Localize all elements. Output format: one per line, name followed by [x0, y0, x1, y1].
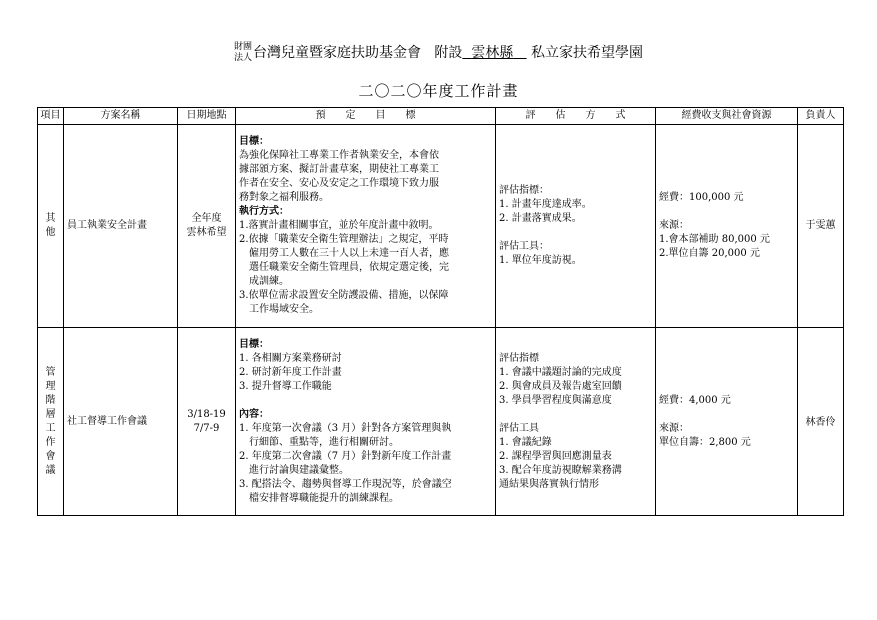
- col-header-evaluation: 評 估 方 式: [496, 108, 656, 125]
- county-name: 雲林縣: [471, 45, 514, 61]
- organization-header: [0, 42, 877, 64]
- project-cell: 社工督導工作會議: [64, 328, 178, 516]
- budget-cell: 經費：4,000 元 來源： 單位自籌：2,800 元: [656, 328, 798, 516]
- owner-cell: 林香伶: [798, 328, 844, 516]
- evaluation-cell: 評估指標： 1. 計畫年度達成率。 2. 計畫落實成果。 評估工具： 1. 單位年度訪視。: [496, 125, 656, 328]
- budget-cell: 經費：100,000 元 來源： 1.會本部補助 80,000 元 2.單位自籌 20,000 元: [656, 125, 798, 328]
- goals-cell: 目標： 1. 各相關方案業務研討 2. 研討新年度工作計畫 3. 提升督導工作職能 內容： 1. 年度第一次會議（3 月）針對各方案管理與執 行細節、重點等，進行相關研討。 2. 年度第二次會議（7 月）針對新年度工作計畫 進行討論與建議彙整。 3. 配搭法令、趨勢與督導工作現況等，於會議空 檔安排督導職能提升的訓練課程。: [236, 328, 496, 516]
- project-cell: 員工執業安全計畫: [64, 125, 178, 328]
- table-row: [38, 328, 844, 516]
- item-cell: 管理階層工作會議: [38, 328, 64, 516]
- item-cell: 其他: [38, 125, 64, 328]
- col-header-item: 項目: [38, 108, 64, 125]
- col-header-goals: 預 定 目 標: [236, 108, 496, 125]
- document-title: 二〇二〇年度工作計畫: [358, 82, 519, 100]
- affiliated-label: 附設: [434, 45, 463, 61]
- date-place-cell: 全年度 雲林希望: [178, 125, 236, 328]
- col-header-owner: 負責人: [798, 108, 844, 125]
- org-name: 台灣兒童暨家庭扶助基金會: [252, 45, 421, 61]
- school-name: 私立家扶希望學園: [531, 45, 644, 61]
- col-header-project: 方案名稱: [64, 108, 178, 125]
- date-place-cell: 3/18-19 7/7-9: [178, 328, 236, 516]
- header-row: [38, 108, 844, 125]
- owner-cell: 于雯蕙: [798, 125, 844, 328]
- col-header-budget: 經費收支與社會資源: [656, 108, 798, 125]
- work-plan-table: [37, 107, 844, 516]
- table-row: [38, 125, 844, 328]
- col-header-date-place: 日期地點: [178, 108, 236, 125]
- evaluation-cell: 評估指標 1. 會議中議題討論的完成度 2. 與會成員及報告處室回饋 3. 學員學習程度與滿意度 評估工具 1. 會議紀錄 2. 課程學習與回應測量表 3. 配合年度訪視瞭解業務溝 通結果與落實執行情形: [496, 328, 656, 516]
- org-prefix: 財團 法人: [233, 42, 252, 63]
- goals-cell: 目標： 為強化保障社工專業工作者執業安全，本會依 據部頒方案、擬訂計畫草案，期使社工專業工 作者在安全、安心及安定之工作環境下致力服 務對象之福利服務。 執行方式： 1.落實計畫相關事宜，並於年度計畫中敘明。 2.依據「職業安全衛生管理辦法」之規定，平時 僱用勞工人數在三十人以上未達一百人者，應 選任職業安全衛生管理員，依規定選定後，完 成訓練。 3.依單位需求設置安全防護設備、措施，以保障 工作場域安全。: [236, 125, 496, 328]
